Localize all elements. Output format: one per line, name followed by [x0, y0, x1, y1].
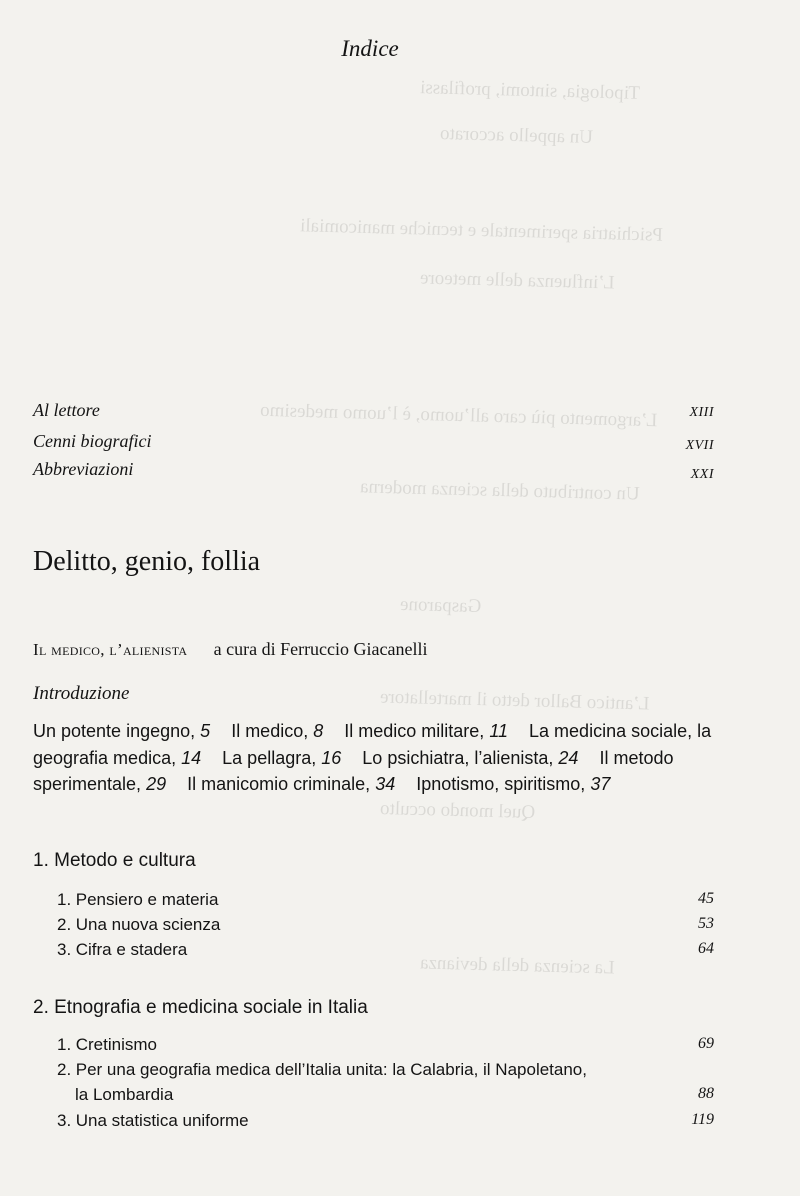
front-matter-item — [33, 431, 714, 452]
toc-entry-page: 119 — [691, 1111, 714, 1128]
toc-entry-page: 64 — [698, 940, 714, 957]
toc-entry: 2. Una nuova scienza 53 — [57, 915, 714, 934]
toc-entry-page: 88 — [698, 1085, 714, 1102]
toc-entry-title: Una nuova scienza — [75, 915, 221, 934]
bleed-through-text: L’argomento più caro all’uomo, è l’uomo medesimo — [259, 399, 658, 432]
chapter-title: 2. Etnografia e medicina sociale in Italia — [33, 997, 368, 1018]
bleed-through-text: Tipologia, sintomi, profilassi — [419, 77, 641, 104]
front-matter-page: XIII — [689, 405, 714, 420]
intro-topic: Ipnotismo, spiritismo, 37 — [416, 774, 611, 794]
front-matter-page: XVII — [685, 438, 714, 453]
toc-entry-title: Una statistica uniforme — [75, 1111, 249, 1130]
intro-topic: Il medico, 8 — [231, 721, 324, 741]
introduction-topics — [33, 718, 723, 798]
toc-entry-title: Per una geografia medica dell’Italia unita: la Calabria, il Napoletano, — [75, 1060, 587, 1079]
chapter-title: 1. Metodo e cultura — [33, 850, 196, 871]
front-matter-label: Abbreviazioni — [33, 459, 134, 479]
intro-topic: Il medico militare, 11 — [344, 721, 509, 741]
toc-entry-page: 69 — [698, 1035, 714, 1052]
introduction-heading: Introduzione — [33, 683, 130, 704]
toc-entry: 2. Per una geografia medica dell’Italia unita: la Calabria, il Napoletano, — [57, 1060, 587, 1079]
front-matter-item — [33, 459, 714, 480]
intro-topic: Il metodo sperimentale, 29 — [33, 747, 674, 794]
part-name: Il medico, l’alienista — [33, 640, 188, 659]
section-title: Delitto, genio, follia — [33, 546, 261, 577]
toc-entry-page: 45 — [698, 890, 714, 907]
toc-entry-title: la Lombardia — [75, 1085, 174, 1104]
front-matter-page: XXI — [690, 467, 714, 482]
bleed-through-text: Psichiatria sperimentale e tecniche manicomiali — [299, 215, 664, 246]
intro-topic: La medicina sociale, la geografia medica, 14 — [33, 721, 712, 768]
intro-topic: Il manicomio criminale, 34 — [187, 774, 396, 794]
front-matter-item — [33, 400, 714, 421]
part-editor: a cura di Ferruccio Giacanelli — [213, 639, 428, 659]
intro-topic: Un potente ingegno, 5 — [33, 721, 211, 741]
toc-entry-title: Pensiero e materia — [75, 890, 219, 909]
toc-entry-title: Cifra e stadera — [75, 940, 188, 959]
toc-entry: 3. Cifra e stadera 64 — [57, 940, 714, 959]
page-title: Indice — [341, 36, 399, 61]
intro-topic: Lo psichiatra, l’alienista, 24 — [362, 747, 579, 768]
toc-entry: 1. Cretinismo 69 — [57, 1035, 714, 1054]
toc-entry-continuation — [75, 1085, 714, 1105]
bleed-through-text: Quel mondo occulto — [379, 797, 536, 824]
part-heading — [33, 639, 428, 660]
front-matter-label: Cenni biografici — [33, 431, 152, 451]
bleed-through-text: L’antico Ballor detto il martellatore — [379, 686, 650, 715]
toc-entry-title: Cretinismo — [75, 1035, 157, 1054]
bleed-through-text: L’influenza delle meteore — [419, 267, 615, 294]
intro-topic: La pellagra, 16 — [222, 747, 342, 768]
bleed-through-text: La scienza della devianza — [419, 952, 615, 979]
bleed-through-text: Gasparone — [399, 593, 482, 618]
front-matter-label: Al lettore — [33, 400, 100, 420]
toc-entry: 1. Pensiero e materia 45 — [57, 890, 714, 909]
toc-entry-page: 53 — [698, 915, 714, 932]
toc-entry: 3. Una statistica uniforme 119 — [57, 1111, 714, 1130]
bleed-through-text: Un appello accorato — [439, 123, 594, 148]
bleed-through-text: Un contributo della scienza moderna — [359, 476, 640, 505]
